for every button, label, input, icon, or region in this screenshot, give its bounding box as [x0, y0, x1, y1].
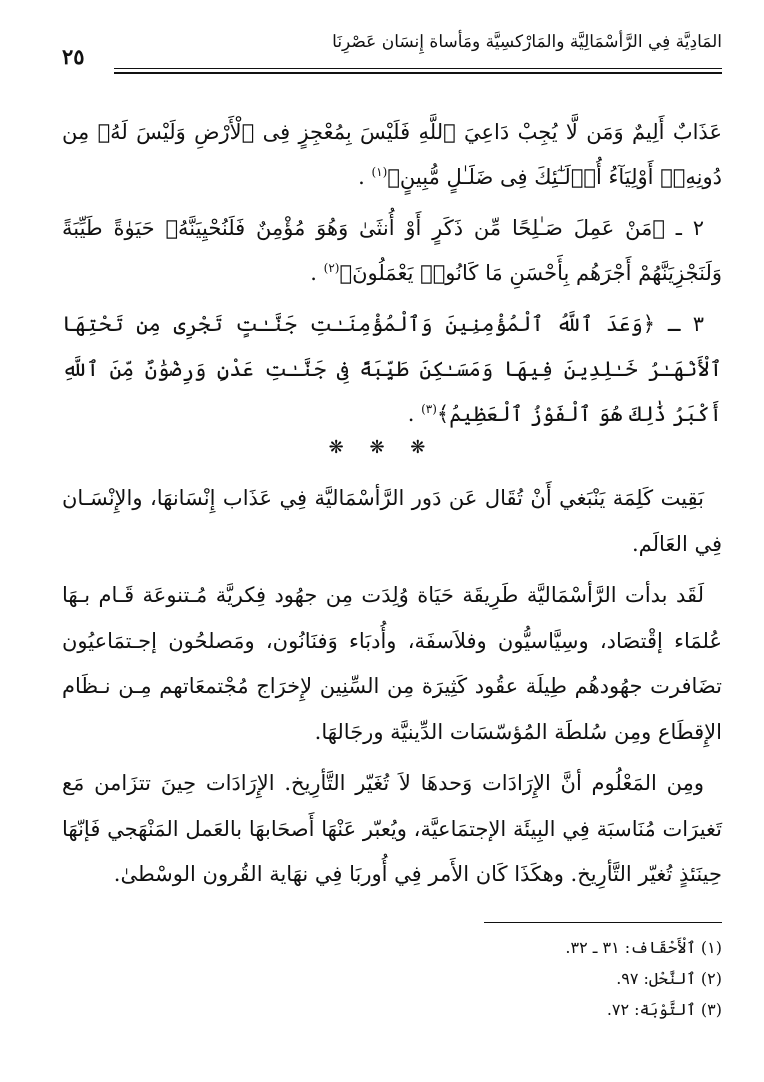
- paragraph-1: بَقِيت كَلِمَة يَنْبَغي أَنْ تُقَال عَن دَور الرَّأسْمَاليَّة فِي عَذَاب إِنْسَانهَا، والإِنْسَـان فِي العَالَم.: [62, 486, 722, 556]
- footnote-3: (٣) ٱلتَّوْبَة: ٧٢.: [606, 1000, 722, 1019]
- running-header: [62, 28, 722, 72]
- verse-1: [62, 110, 722, 200]
- verse-2-ref: (٢): [323, 261, 340, 275]
- verse-2-end: .: [310, 261, 317, 285]
- footnote-1: (١) ٱلْأَحْقَاف: ٣١ ـ ٣٢.: [565, 938, 722, 957]
- verse-3-end: .: [407, 402, 415, 426]
- verse-1-end: .: [358, 165, 365, 189]
- paragraph-3: ومِن المَعْلُوم أنَّ الإِرَادَات وَحدهَا لاَ تُغَيّر التَّأرِيخ. الإِرَادَات حِينَ تتزَامن مَع تَغيرَات مُنَاسبَة فِي البِيئَة الإجتمَاعيَّة، ويُعبّر عَنْهَا أَصحَابهَا بالعَمل المَنْهَجي فَإنّهَا حِينَئذٍ تُغيّر التَّأرِيخ. وهكَذَا كَان الأَمر فِي أُوربَا فِي نهَاية القُرون الوسْطىٰ.: [62, 771, 722, 886]
- page-number: ٢٥: [62, 44, 85, 69]
- verse-3-text: ٣ ـ ﴿وَعَدَ ٱللَّهُ ٱلْمُؤْمِنِينَ وَٱلْمُؤْمِنَـٰتِ جَنَّـٰتٍ تَجْرِى مِن تَحْتِهَا ٱلْأَنْهَـٰرُ خَـٰلِدِينَ فِيهَا وَمَسَـٰكِنَ طَيِّبَةً فِى جَنَّـٰتِ عَدْنٍ وَرِضْوَٰنٌ مِّنَ ٱللَّهِ أَكْبَرُ ذَٰلِكَ هُوَ ٱلْفَوْزُ ٱلْعَظِيمُ﴾: [62, 312, 722, 426]
- footnotes: [420, 932, 722, 1025]
- quran-verses-block: [62, 110, 722, 443]
- verse-2: [62, 206, 722, 296]
- footnote-2: (٢) ٱلنَّحْل: ٩٧.: [616, 969, 722, 988]
- verse-3-ref: (٣): [421, 402, 437, 416]
- header-rule-thin: [114, 68, 722, 69]
- header-rule-thick: [114, 72, 722, 74]
- paragraph-2: لَقَد بدأت الرَّأسْمَاليَّة طَرِيقَة حَيَاة وُلِدَت مِن جهُود فِكريَّة مُـتنوعَة قَـام بـهَا عُلمَاء إقْتصَاد، وسِيَّاسيُّون وفلاَسفَة، وأُدبَاء وَفنَانُون، ومَصلحُون إجـتمَاعيُون تضَافرت جهُودهُم طِيلَة عقُود كَثِيرَة مِن السِّنِين لإِخرَاج مُجْتمعَاتهم مِـن نـظَام الإِقطَاع ومِن سُلطَة المُؤسّسَات الدِّينيَّة ورجَالهَا.: [62, 583, 722, 744]
- body-paragraphs: [62, 476, 722, 904]
- running-header-title: المَادِيَّة فِي الرَّأسْمَالِيَّة والمَارْكسِيَّة ومَأساة إِنسَان عَصْرِنَا: [332, 32, 722, 52]
- verse-1-text: عَذَابٌ أَلِيمٌ وَمَن لَّا يُجِبْ دَاعِيَ ٱللَّهِ فَلَيْسَ بِمُعْجِزٍ فِى ٱلْأَرْضِ وَلَيْسَ لَهُۥ مِن دُونِهِۦٓ أَوْلِيَآءُ أُو۟لَـٰٓئِكَ فِى ضَلَـٰلٍ مُّبِينٍ﴾: [62, 120, 722, 189]
- footnote-rule: [484, 922, 722, 923]
- verse-1-ref: (١): [371, 165, 388, 179]
- section-separator: ❋ ❋ ❋: [328, 437, 436, 458]
- verse-3: [62, 302, 722, 437]
- verse-2-text: ٢ ـ ﴿مَنْ عَمِلَ صَـٰلِحًا مِّن ذَكَرٍ أَوْ أُنثَىٰ وَهُوَ مُؤْمِنٌ فَلَنُحْيِيَنَّهُۥ حَيَوٰةً طَيِّبَةً وَلَنَجْزِيَنَّهُمْ أَجْرَهُم بِأَحْسَنِ مَا كَانُوا۟ يَعْمَلُونَ﴾: [62, 216, 722, 285]
